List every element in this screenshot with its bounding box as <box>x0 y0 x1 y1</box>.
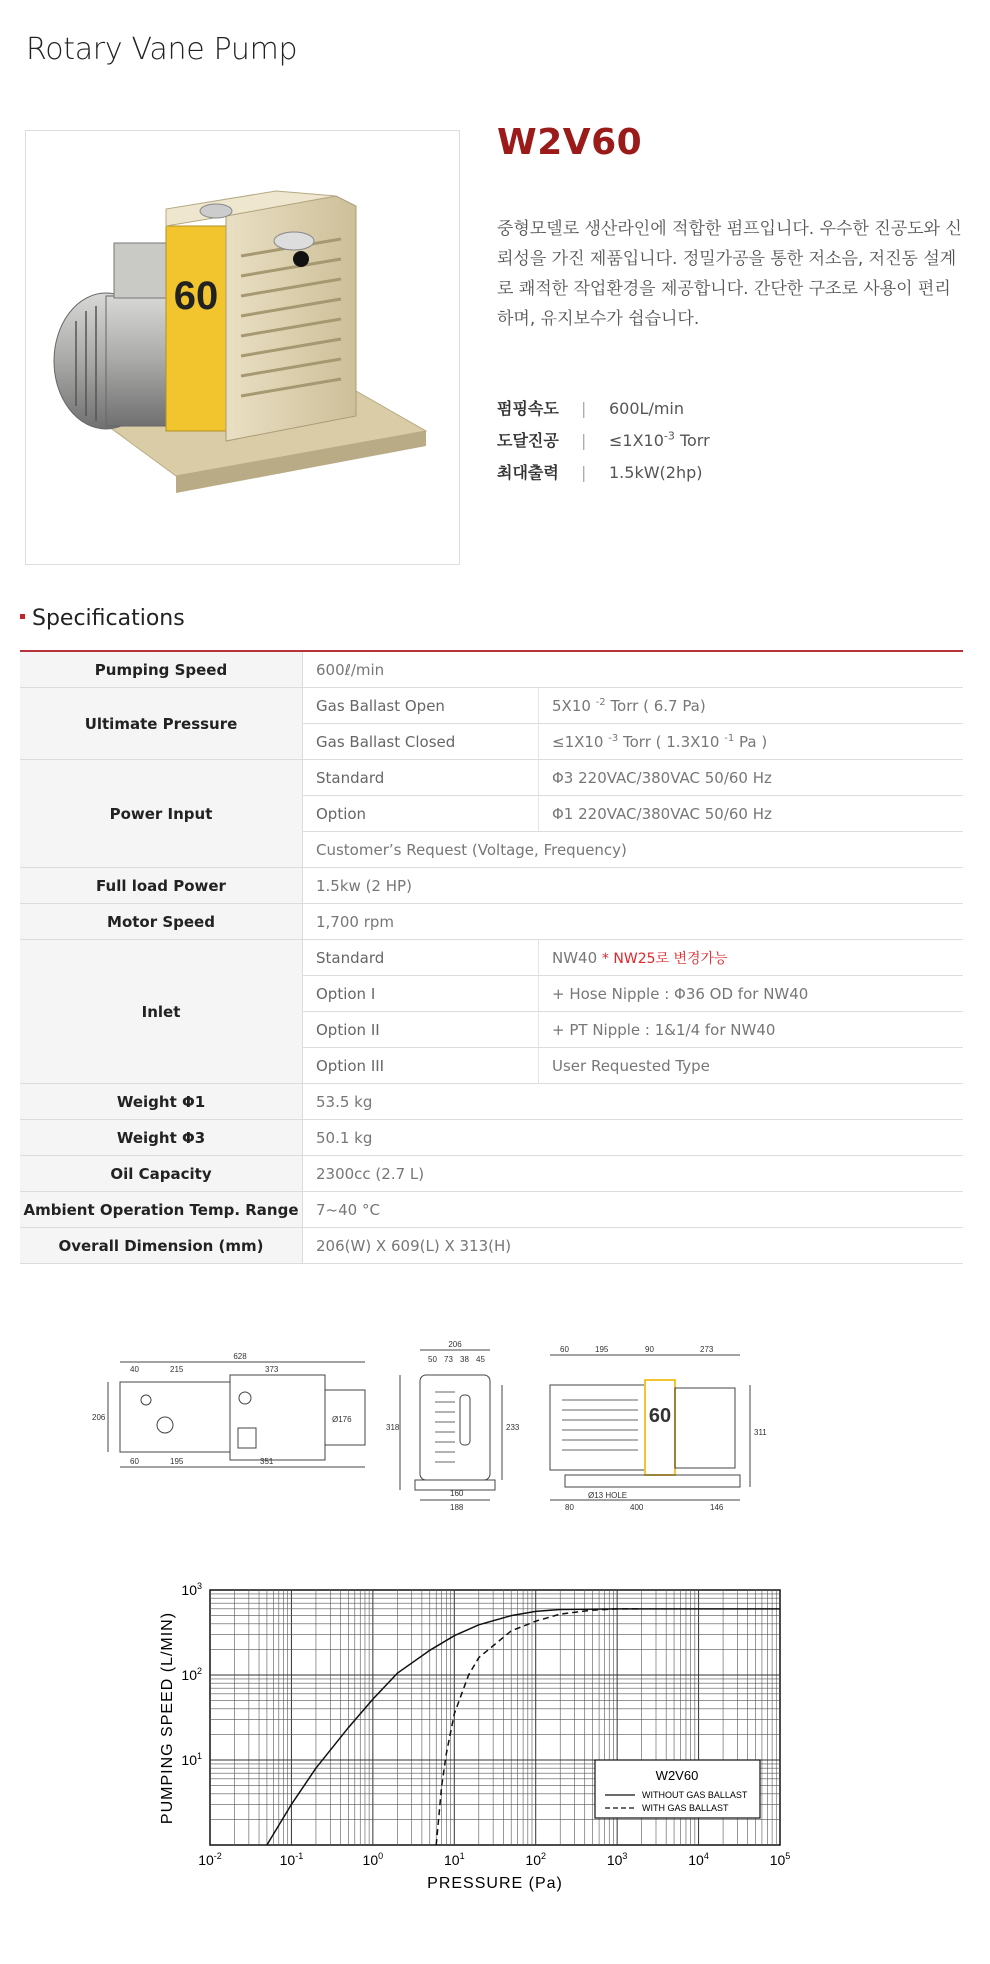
dim-label: 628 <box>233 1352 247 1361</box>
dimension-drawings <box>92 1310 860 1520</box>
dim-label: 311 <box>754 1428 767 1437</box>
table-row <box>20 904 963 940</box>
dim-label: 45 <box>476 1355 485 1364</box>
dim-label: 351 <box>260 1457 274 1466</box>
y-tick-label: $10^3$ <box>181 1581 202 1598</box>
dim-label: 60 <box>560 1345 569 1354</box>
row-label: Overall Dimension (mm) <box>20 1228 303 1264</box>
value-sup: -1 <box>724 732 735 744</box>
drawing-badge: 60 <box>648 1405 672 1427</box>
spec-value: 1.5kW(2hp) <box>609 463 703 482</box>
x-tick-label: $10^3$ <box>606 1851 628 1868</box>
bullet-icon <box>20 614 25 619</box>
row-label: Inlet <box>20 940 303 1084</box>
x-tick-label: $10^0$ <box>362 1851 384 1868</box>
dim-label: 90 <box>645 1345 654 1354</box>
row-value: 7~40 °C <box>303 1192 964 1228</box>
product-model: W2V60 <box>497 122 643 163</box>
value-part: 5X10 <box>552 696 596 715</box>
sub-label: Option III <box>303 1048 539 1084</box>
row-value: User Requested Type <box>539 1048 964 1084</box>
y-tick-label: $10^1$ <box>181 1751 202 1768</box>
dim-label: 60 <box>130 1457 139 1466</box>
row-label: Power Input <box>20 760 303 868</box>
row-label: Ambient Operation Temp. Range <box>20 1192 303 1228</box>
dim-label: 195 <box>595 1345 609 1354</box>
dim-label: 146 <box>710 1503 724 1512</box>
sub-label: Option II <box>303 1012 539 1048</box>
row-label: Pumping Speed <box>20 651 303 688</box>
value-part: Torr ( 1.3X10 <box>618 732 725 751</box>
row-value: 2300cc (2.7 L) <box>303 1156 964 1192</box>
row-label: Weight Φ3 <box>20 1120 303 1156</box>
sub-label: Option I <box>303 976 539 1012</box>
row-value: + PT Nipple : 1&1/4 for NW40 <box>539 1012 964 1048</box>
sub-label: Standard <box>303 940 539 976</box>
table-row <box>20 1192 963 1228</box>
inlet-note: * NW25로 변경가능 <box>601 950 728 967</box>
dim-label: 73 <box>444 1355 453 1364</box>
sub-label: Gas Ballast Closed <box>303 724 539 760</box>
table-row <box>20 651 963 688</box>
pump-illustration <box>26 131 459 564</box>
row-value: 600ℓ/min <box>303 651 964 688</box>
chart-legend <box>595 1760 760 1818</box>
dim-label: 318 <box>386 1423 400 1432</box>
row-value: + Hose Nipple : Φ36 OD for NW40 <box>539 976 964 1012</box>
section-title <box>20 606 185 631</box>
table-row <box>20 868 963 904</box>
row-label: Ultimate Pressure <box>20 688 303 760</box>
dim-label: 195 <box>170 1457 184 1466</box>
sub-label: Standard <box>303 760 539 796</box>
row-value: 50.1 kg <box>303 1120 964 1156</box>
dim-label: 400 <box>630 1503 644 1512</box>
y-tick-labels <box>181 1581 202 1768</box>
row-value: Customer’s Request (Voltage, Frequency) <box>303 832 964 868</box>
spec-label: 최대출력 <box>497 463 559 482</box>
x-axis-label: PRESSURE (Pa) <box>427 1875 563 1892</box>
table-row <box>20 1120 963 1156</box>
dim-label: 188 <box>450 1503 464 1512</box>
value-part: NW40 <box>552 948 598 967</box>
photo-badge: 60 <box>173 274 219 318</box>
row-value <box>539 724 964 760</box>
table-row <box>20 1228 963 1264</box>
y-axis-label: PUMPING SPEED (L/MIN) <box>159 1611 176 1825</box>
table-row <box>20 1156 963 1192</box>
spec-ultimate-vacuum <box>497 428 710 451</box>
spec-max-output <box>497 460 703 483</box>
value-part: Pa ) <box>734 732 768 751</box>
dim-label: 80 <box>565 1503 574 1512</box>
x-tick-label: $10^4$ <box>688 1851 709 1868</box>
dim-label: Ø13 HOLE <box>588 1491 628 1500</box>
spec-sep: | <box>581 399 587 418</box>
value-part: ≤1X10 <box>552 732 609 751</box>
spec-value-post: Torr <box>674 431 710 450</box>
sub-label: Option <box>303 796 539 832</box>
dim-label: 206 <box>92 1413 106 1422</box>
dim-label: Ø176 <box>332 1415 352 1424</box>
product-photo <box>25 130 460 565</box>
page-title: Rotary Vane Pump <box>26 32 298 67</box>
table-row <box>20 940 963 976</box>
legend-title: W2V60 <box>655 1768 699 1783</box>
row-value: Φ3 220VAC/380VAC 50/60 Hz <box>539 760 964 796</box>
spec-value-sup: -3 <box>663 429 675 443</box>
spec-label: 펌핑속도 <box>497 399 559 418</box>
row-value <box>539 688 964 724</box>
row-value <box>539 940 964 976</box>
dim-label: 233 <box>506 1423 520 1432</box>
y-tick-label: $10^2$ <box>181 1666 202 1683</box>
value-sup: -2 <box>595 696 606 708</box>
dim-label: 40 <box>130 1365 139 1374</box>
x-tick-label: $10^5$ <box>769 1851 791 1868</box>
legend-item: WITHOUT GAS BALLAST <box>642 1790 748 1800</box>
spec-value-pre: ≤1X10 <box>609 431 664 450</box>
dim-label: 373 <box>265 1365 279 1374</box>
spec-label: 도달진공 <box>497 431 559 450</box>
value-part: Torr ( 6.7 Pa) <box>605 696 706 715</box>
product-description: 중형모델로 생산라인에 적합한 펌프입니다. 우수한 진공도와 신뢰성을 가진 제품입니다. 정밀가공을 통한 저소음, 저진동 설계로 쾌적한 작업환경을 제공합니다. 간단한 구조로 사용이 편리하며, 유지보수가 쉽습니다. <box>497 219 962 329</box>
dim-label: 38 <box>460 1355 469 1364</box>
x-tick-label: $10^{-1}$ <box>279 1851 304 1868</box>
x-tick-label: $10^2$ <box>525 1851 547 1868</box>
x-tick-label: $10^1$ <box>443 1851 465 1868</box>
sub-label: Gas Ballast Open <box>303 688 539 724</box>
dim-label: 50 <box>428 1355 437 1364</box>
spec-pumping-speed <box>497 396 684 419</box>
x-tick-label: $10^{-2}$ <box>198 1851 222 1868</box>
spec-sep: | <box>581 431 587 450</box>
row-value: 1,700 rpm <box>303 904 964 940</box>
dim-label: 206 <box>448 1340 462 1349</box>
spec-sep: | <box>581 463 587 482</box>
row-label: Full load Power <box>20 868 303 904</box>
row-value: 206(W) X 609(L) X 313(H) <box>303 1228 964 1264</box>
table-row <box>20 760 963 796</box>
dim-label: 215 <box>170 1365 184 1374</box>
row-label: Oil Capacity <box>20 1156 303 1192</box>
spec-value: 600L/min <box>609 399 685 418</box>
dim-label: 273 <box>700 1345 714 1354</box>
section-title-text: Specifications <box>32 606 185 631</box>
value-sup: -3 <box>608 732 619 744</box>
x-tick-labels <box>198 1851 790 1868</box>
table-row <box>20 1084 963 1120</box>
table-row <box>20 688 963 724</box>
row-label: Weight Φ1 <box>20 1084 303 1120</box>
row-value: Φ1 220VAC/380VAC 50/60 Hz <box>539 796 964 832</box>
row-label: Motor Speed <box>20 904 303 940</box>
row-value: 1.5kw (2 HP) <box>303 868 964 904</box>
spec-table <box>20 650 963 1264</box>
dim-label: 160 <box>450 1489 464 1498</box>
legend-item: WITH GAS BALLAST <box>642 1803 729 1813</box>
pumping-speed-chart <box>150 1570 810 1900</box>
row-value: 53.5 kg <box>303 1084 964 1120</box>
